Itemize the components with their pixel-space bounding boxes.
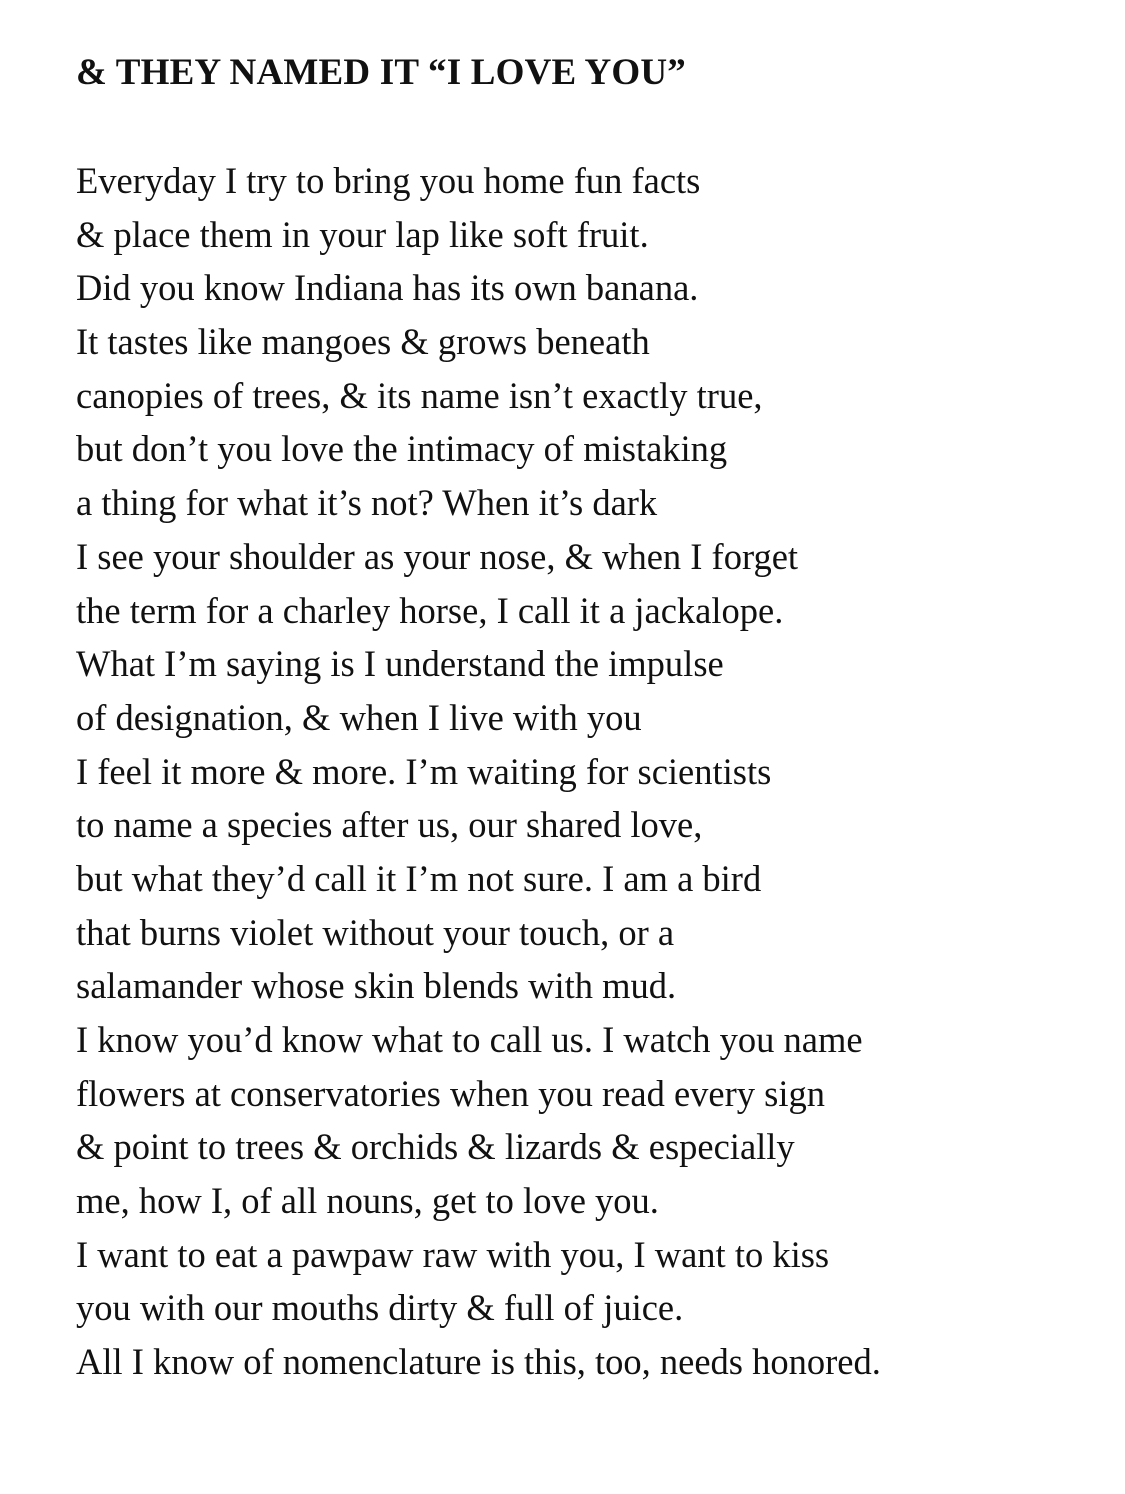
poem-line: but what they’d call it I’m not sure. I am a bird xyxy=(76,857,762,899)
poem-line: me, how I, of all nouns, get to love you. xyxy=(76,1180,659,1222)
poem-line: of designation, & when I live with you xyxy=(76,696,642,738)
poem-line: a thing for what it’s not? When it’s dark xyxy=(76,482,658,524)
poem-line: canopies of trees, & its name isn’t exactly true, xyxy=(76,374,763,416)
poem-line: Everyday I try to bring you home fun facts xyxy=(76,160,701,201)
poem-line: I see your shoulder as your nose, & when I forget xyxy=(76,535,799,577)
poem-line: salamander whose skin blends with mud. xyxy=(76,965,677,1007)
poem-line: It tastes like mangoes & grows beneath xyxy=(76,321,650,363)
poem-line: What I’m saying is I understand the impulse xyxy=(76,643,724,685)
poem-line: but don’t you love the intimacy of mistaking xyxy=(76,428,728,470)
poem-title: & THEY NAMED IT “I LOVE YOU” xyxy=(76,52,687,93)
poem-line: that burns violet without your touch, or a xyxy=(76,911,675,953)
poem-body xyxy=(76,154,881,1389)
poem-line: All I know of nomenclature is this, too, needs honored. xyxy=(76,1341,881,1383)
poem-line: I feel it more & more. I’m waiting for scientists xyxy=(76,750,772,792)
poem-line: & point to trees & orchids & lizards & especially xyxy=(76,1126,795,1168)
poem-line: I know you’d know what to call us. I watch you name xyxy=(76,1019,863,1060)
poem-line: the term for a charley horse, I call it a jackalope. xyxy=(76,589,784,631)
poem-line: Did you know Indiana has its own banana. xyxy=(76,267,699,309)
poem-line: to name a species after us, our shared love, xyxy=(76,804,703,846)
poem-line: you with our mouths dirty & full of juice. xyxy=(76,1287,684,1329)
poem-line: & place them in your lap like soft fruit. xyxy=(76,213,649,255)
poem-line: I want to eat a pawpaw raw with you, I want to kiss xyxy=(76,1233,830,1275)
poem-line: flowers at conservatories when you read every sign xyxy=(76,1072,825,1114)
